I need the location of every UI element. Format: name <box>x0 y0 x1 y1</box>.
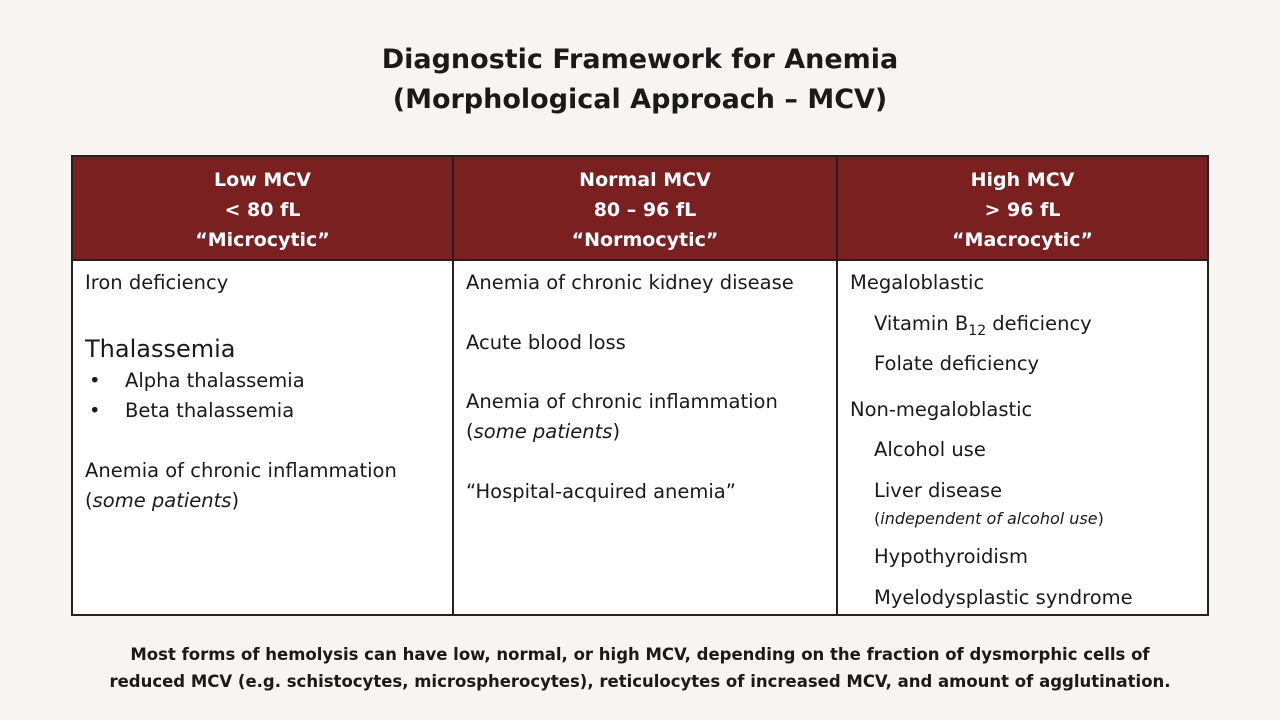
item-liver-disease-note: (independent of alcohol use) <box>874 509 1104 528</box>
item-chronic-inflammation-note: (some patients) <box>466 420 621 443</box>
item-alpha-thalassemia: Alpha thalassemia <box>125 369 305 392</box>
item-iron-deficiency: Iron deficiency <box>85 271 229 294</box>
header-low-range: < 80 fL <box>224 199 301 221</box>
header-low-term: “Microcytic” <box>195 229 330 251</box>
header-low-name: Low MCV <box>214 169 311 191</box>
item-beta-thalassemia: Beta thalassemia <box>125 399 295 422</box>
header-high-mcv <box>838 157 1207 259</box>
item-chronic-inflammation: Anemia of chronic inflammation <box>85 459 397 482</box>
item-liver-disease: Liver disease <box>874 479 1003 502</box>
item-alcohol-use: Alcohol use <box>874 438 986 461</box>
table-header-row <box>73 157 1207 261</box>
item-hospital-acquired-anemia: “Hospital-acquired anemia” <box>466 480 736 503</box>
footnote-line-1: Most forms of hemolysis can have low, normal, or high MCV, depending on the fraction of dysmorphic cells of <box>130 645 1150 664</box>
item-megaloblastic: Megaloblastic <box>850 271 985 294</box>
footnote <box>0 641 1280 695</box>
item-chronic-inflammation-note: (some patients) <box>85 489 240 512</box>
page-subtitle: (Morphological Approach – MCV) <box>392 84 888 115</box>
page-title: Diagnostic Framework for Anemia <box>381 44 899 75</box>
header-normal-term: “Normocytic” <box>571 229 719 251</box>
cell-high-mcv <box>838 261 1207 614</box>
header-low-mcv <box>73 157 454 259</box>
item-vitamin-b12: Vitamin $B_{12}$ deficiency <box>874 312 1092 339</box>
item-folate-deficiency: Folate deficiency <box>874 352 1040 375</box>
header-high-range: > 96 fL <box>984 199 1061 221</box>
item-acute-blood-loss: Acute blood loss <box>466 331 626 354</box>
item-thalassemia: Thalassemia <box>85 335 236 363</box>
footnote-line-2: reduced MCV (e.g. schistocytes, microspherocytes), reticulocytes of increased MCV, and amount of agglutination. <box>109 672 1171 691</box>
header-high-term: “Macrocytic” <box>952 229 1093 251</box>
item-myelodysplastic-syndrome: Myelodysplastic syndrome <box>874 586 1133 609</box>
header-high-name: High MCV <box>970 169 1075 191</box>
header-normal-range: 80 – 96 fL <box>593 199 697 221</box>
bullet-icon: • <box>89 369 101 392</box>
item-chronic-inflammation: Anemia of chronic inflammation <box>466 390 778 413</box>
header-normal-name: Normal MCV <box>579 169 711 191</box>
header-normal-mcv <box>454 157 838 259</box>
cell-normal-mcv <box>454 261 838 614</box>
cell-low-mcv <box>73 261 454 614</box>
item-non-megaloblastic: Non-megaloblastic <box>850 398 1033 421</box>
item-hypothyroidism: Hypothyroidism <box>874 545 1028 568</box>
table-body-row <box>73 261 1207 614</box>
item-chronic-kidney-disease: Anemia of chronic kidney disease <box>466 271 794 294</box>
mcv-table <box>71 155 1209 616</box>
bullet-icon: • <box>89 399 101 422</box>
